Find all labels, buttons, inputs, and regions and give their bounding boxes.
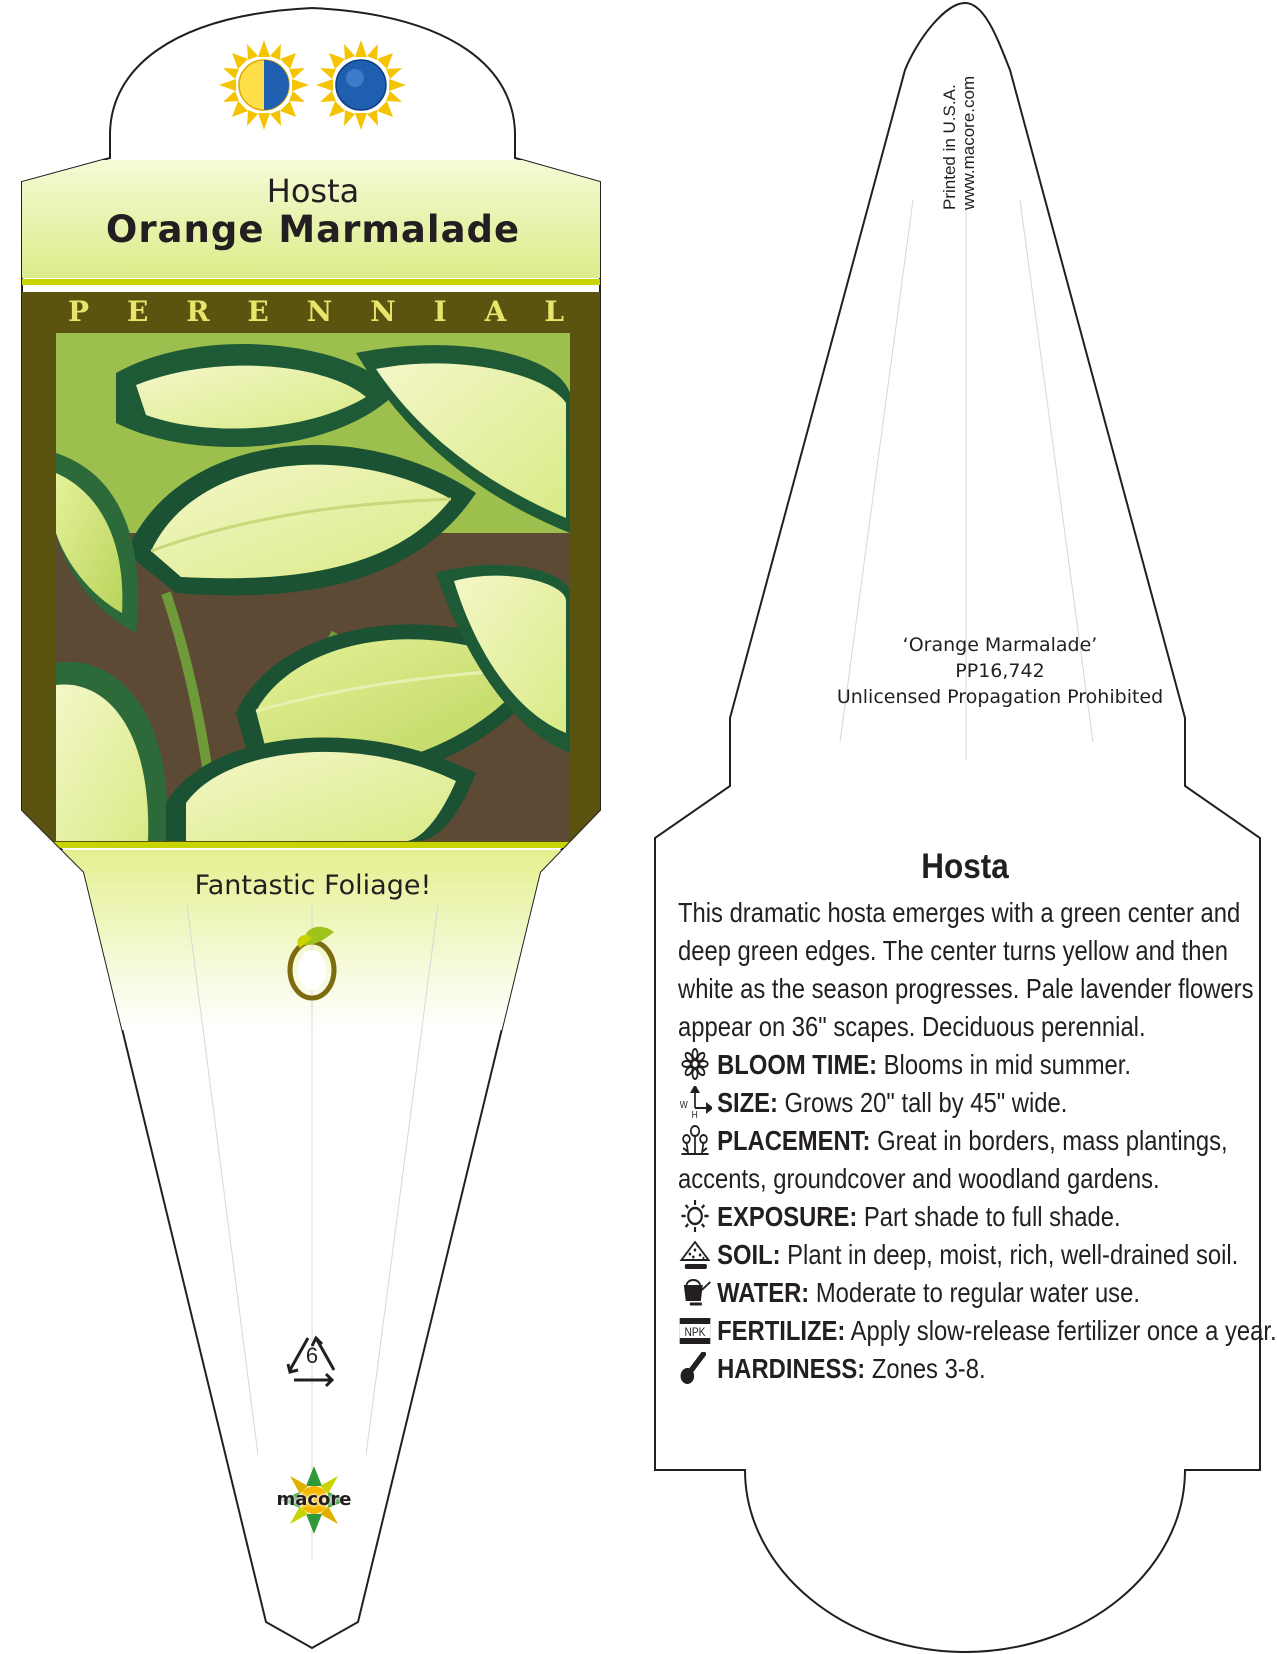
patent-notice: Unlicensed Propagation Prohibited <box>836 686 1164 708</box>
recycle-code: 6 <box>305 1343 319 1368</box>
attr-text: Plant in deep, moist, rich, well-drained soil. <box>787 1239 1239 1270</box>
patent-number: PP16,742 <box>955 660 1045 682</box>
category-letter: A <box>484 295 507 328</box>
attr-text: Zones 3-8. <box>871 1353 986 1384</box>
watering-can-icon <box>678 1276 712 1308</box>
attr-exposure <box>678 1198 1277 1236</box>
plant-cultivar-name: Orange Marmalade <box>105 208 521 251</box>
part-sun-icon <box>219 40 309 130</box>
attr-label: SOIL: <box>717 1239 781 1270</box>
attr-text: Great in borders, mass plantings, accents, groundcover and woodland gardens. <box>678 1125 1228 1194</box>
attr-bloom-time <box>678 1046 1277 1084</box>
description: This dramatic hosta emerges with a green center and deep green edges. The center turns yellow and then white as the season progresses. Pale lavender flowers appear on 36" scapes. Deciduous perennial. <box>678 897 1254 1042</box>
back-tag-outline <box>655 3 1260 1652</box>
attr-soil <box>678 1236 1277 1274</box>
category-letter: E <box>126 295 149 328</box>
attr-placement <box>678 1122 1277 1198</box>
sun-exposure-icon <box>678 1200 712 1232</box>
printed-website: www.macore.com <box>959 75 978 210</box>
placement-plants-icon <box>678 1124 712 1156</box>
svg-text:W: W <box>679 1099 688 1111</box>
flower-icon <box>678 1048 712 1080</box>
attr-label: BLOOM TIME: <box>717 1049 878 1080</box>
care-info <box>678 894 1277 1388</box>
patent-cultivar: ‘Orange Marmalade’ <box>902 634 1098 656</box>
category-label <box>22 295 604 331</box>
attr-size <box>678 1084 1277 1122</box>
attr-text: Grows 20" tall by 45" wide. <box>784 1087 1068 1118</box>
attr-water <box>678 1274 1277 1312</box>
attr-label: WATER: <box>717 1277 810 1308</box>
back-title: Hosta <box>921 847 1009 886</box>
category-letter: N <box>370 295 396 328</box>
category-letter: R <box>186 295 210 328</box>
category-letter: P <box>68 295 90 328</box>
plant-photo <box>56 333 570 841</box>
attr-label: EXPOSURE: <box>717 1201 858 1232</box>
attr-hardiness <box>678 1350 1277 1388</box>
attr-fertilize <box>678 1312 1277 1350</box>
category-letter: L <box>544 295 564 328</box>
attr-text: Apply slow-release fertilizer once a year. <box>850 1315 1277 1346</box>
attr-label: HARDINESS: <box>717 1353 866 1384</box>
attr-label: PLACEMENT: <box>717 1125 871 1156</box>
full-shade-icon <box>316 40 406 130</box>
printed-country: Printed in U.S.A. <box>940 84 959 210</box>
patent-info <box>760 632 1240 710</box>
npk-icon <box>678 1314 712 1346</box>
attr-label: FERTILIZE: <box>717 1315 846 1346</box>
category-letter: E <box>247 295 269 328</box>
category-letter: I <box>433 295 447 328</box>
attr-text: Moderate to regular water use. <box>815 1277 1140 1308</box>
svg-text:H: H <box>691 1109 698 1118</box>
size-arrows-icon <box>678 1086 712 1118</box>
attr-text: Part shade to full shade. <box>863 1201 1121 1232</box>
brand-name: macore <box>276 1489 352 1510</box>
tagline: Fantastic Foliage! <box>194 870 432 901</box>
attr-label: SIZE: <box>717 1087 778 1118</box>
plant-common-name: Hosta <box>266 172 360 210</box>
category-letter: N <box>306 295 333 328</box>
attr-text: Blooms in mid summer. <box>883 1049 1132 1080</box>
npk-label: NPK <box>684 1326 706 1340</box>
thermometer-icon <box>678 1352 712 1384</box>
printed-info <box>940 76 978 210</box>
soil-icon <box>678 1238 712 1270</box>
header-divider <box>20 279 606 285</box>
